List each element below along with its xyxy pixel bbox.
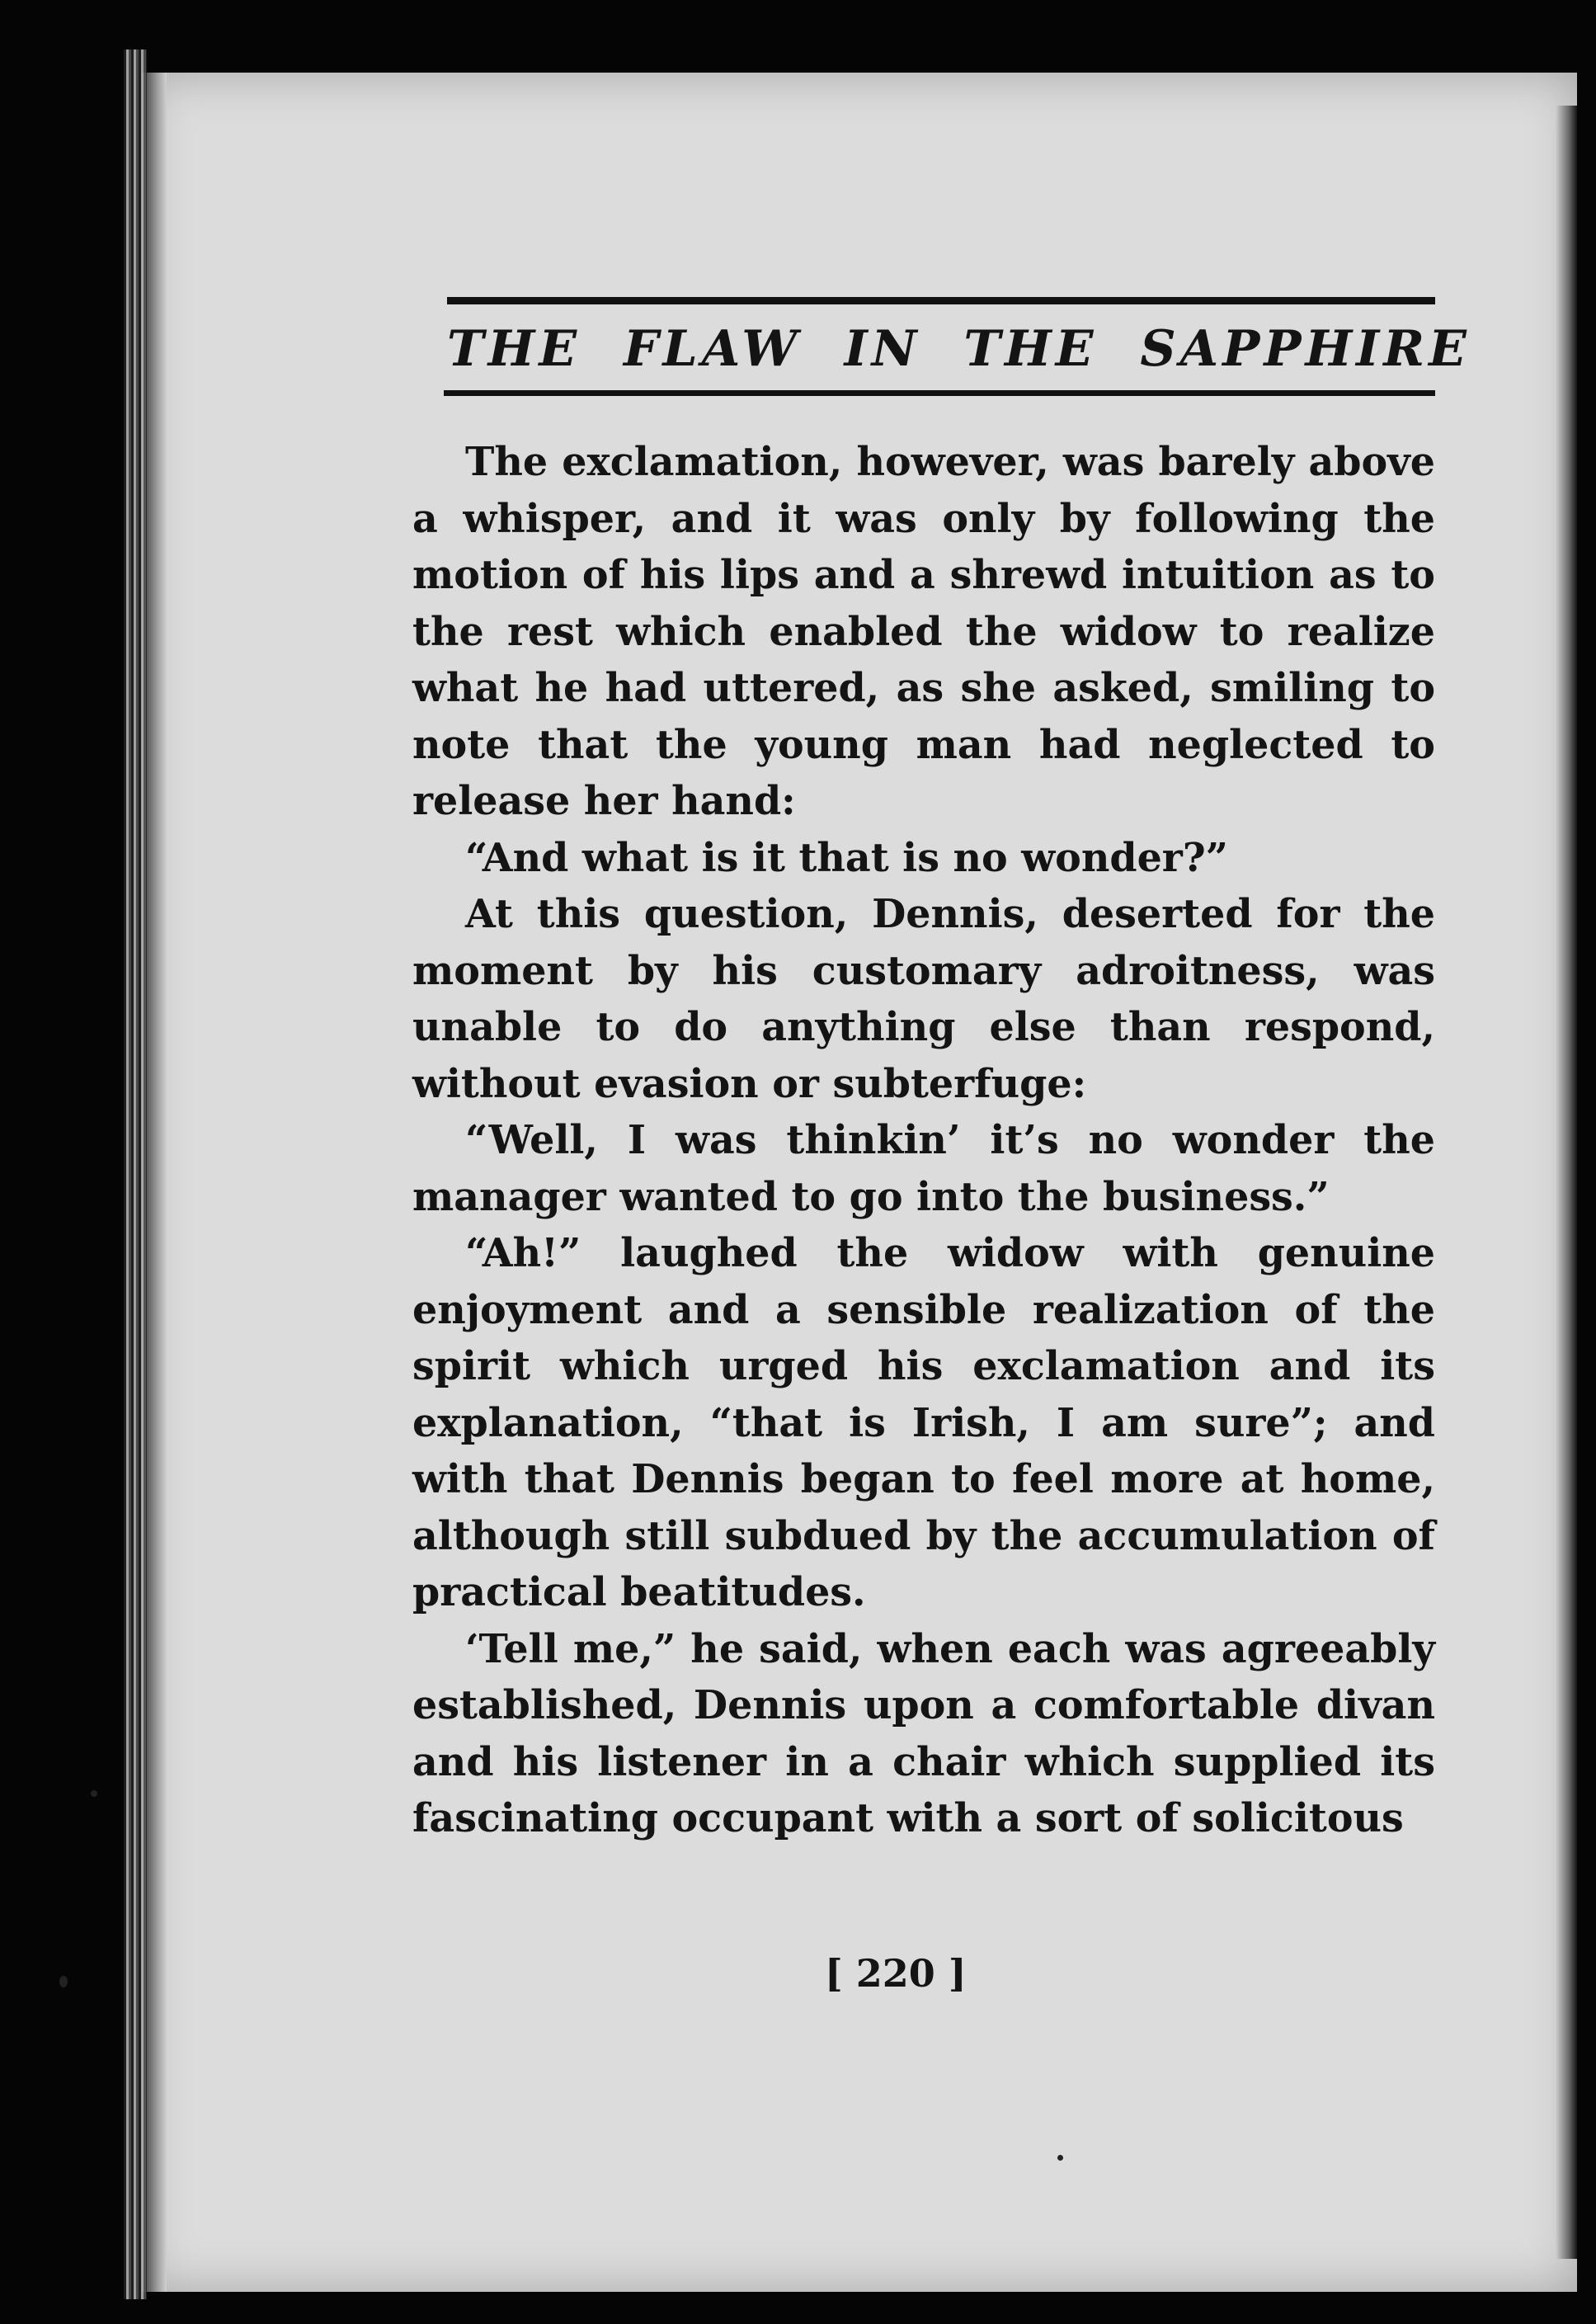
paragraph: At this question, Dennis, deserted for the moment by his customary adroitness, was unable to do anything else than respond, without evasion or subterfuge: (412, 891, 1435, 1107)
page-edge (1556, 106, 1577, 2259)
paragraph: ‘Tell me,” he said, when each was agreeably established, Dennis upon a comfortable divan and his listener in a chair which supplied its fascinating occupant with a sort of solicitous (412, 1625, 1435, 1841)
header-rule-bottom (444, 390, 1435, 396)
scan-speck (1057, 2155, 1063, 2161)
paragraph: “Well, I was thinkin’ it’s no wonder the manager wanted to go into the business.” (412, 1117, 1435, 1220)
scan-speck (91, 1790, 97, 1797)
page-content (412, 297, 1471, 1847)
book-binding (124, 49, 147, 2299)
paragraph: “And what is it that is no wonder?” (465, 834, 1228, 881)
running-title: THE FLAW IN THE SAPPHIRE (447, 320, 1471, 378)
page-number: [ 220 ] (825, 1951, 967, 1996)
header-rule-top (447, 297, 1435, 304)
paragraph: The exclamation, however, was barely above a whisper, and it was only by following the motion of his lips and a shrewd intuition as to the rest which enabled the widow to realize what he had uttered, as she asked, smiling to note that the young man had neglected to release her hand: (412, 439, 1435, 824)
paragraph: “Ah!” laughed the widow with genuine enjoyment and a sensible realization of the spirit which urged his exclamation and its explanation, “that is Irish, I am sure”; and with that Dennis began to feel more at home, although still subdued by the accumulation of practical beatitudes. (412, 1230, 1435, 1615)
body-text (412, 434, 1435, 1847)
scan-speck (59, 1976, 68, 1987)
